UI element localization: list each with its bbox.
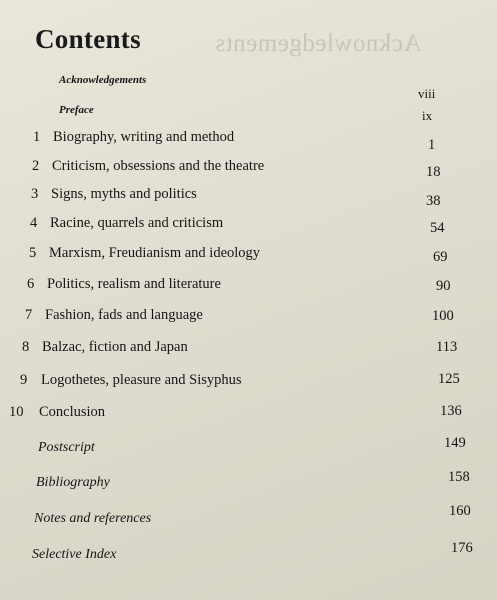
toc-entry-page: 113 — [436, 339, 458, 355]
toc-entry-number: 4 — [30, 215, 38, 231]
toc-entry-page: viii — [418, 86, 436, 101]
toc-entry-page: 176 — [451, 540, 473, 556]
toc-entry-title: Conclusion — [39, 404, 106, 420]
toc-entry-page: 54 — [430, 220, 445, 236]
toc-entry-page: 125 — [438, 371, 460, 387]
toc-entry-title: Criticism, obsessions and the theatre — [52, 158, 265, 174]
toc-entry-title: Politics, realism and literature — [47, 276, 221, 292]
toc-entry-page: 100 — [432, 308, 454, 324]
toc-entry-page: 149 — [444, 435, 466, 451]
toc-entry-number: 8 — [22, 339, 30, 355]
toc-entry-page: 158 — [448, 469, 470, 485]
toc-entry-number: 7 — [25, 307, 33, 323]
toc-entry-page: 18 — [426, 164, 441, 180]
toc-entry-number: 6 — [27, 276, 35, 292]
toc-entry-page: ix — [422, 108, 433, 123]
toc-entry-number: 2 — [32, 158, 40, 174]
toc-entry-title: Preface — [59, 104, 94, 116]
toc-entry-title: Racine, quarrels and criticism — [50, 215, 224, 231]
toc-entry-page: 90 — [436, 278, 451, 294]
toc-entry-page: 1 — [428, 137, 436, 153]
toc-entry-title: Balzac, fiction and Japan — [42, 339, 188, 355]
toc-entry-number: 10 — [9, 404, 24, 420]
toc-entry-title: Notes and references — [34, 511, 152, 526]
toc-entry-page: 136 — [440, 403, 462, 419]
toc-entry-number: 1 — [33, 129, 41, 145]
toc-entry-title: Marxism, Freudianism and ideology — [49, 245, 261, 261]
toc-entry-number: 3 — [31, 186, 39, 202]
facing-page-bleed-through: Acknowledgements — [215, 30, 422, 57]
toc-entry-title: Bibliography — [36, 475, 110, 490]
toc-entry-title: Signs, myths and politics — [51, 186, 197, 202]
toc-entry-title: Logothetes, pleasure and Sisyphus — [41, 372, 242, 388]
toc-entry-page: 38 — [426, 193, 441, 209]
toc-entry-title: Selective Index — [32, 547, 117, 562]
toc-entry-page: 69 — [433, 249, 448, 265]
toc-entry-title: Biography, writing and method — [53, 129, 235, 145]
toc-entry-title: Fashion, fads and language — [45, 307, 203, 323]
toc-entry-title: Postscript — [38, 440, 95, 455]
toc-entry-title: Acknowledgements — [59, 74, 147, 86]
toc-entry-number: 5 — [29, 245, 37, 261]
toc-entry-number: 9 — [20, 372, 28, 388]
contents-heading: Contents — [35, 24, 141, 54]
toc-entry-page: 160 — [449, 503, 471, 519]
